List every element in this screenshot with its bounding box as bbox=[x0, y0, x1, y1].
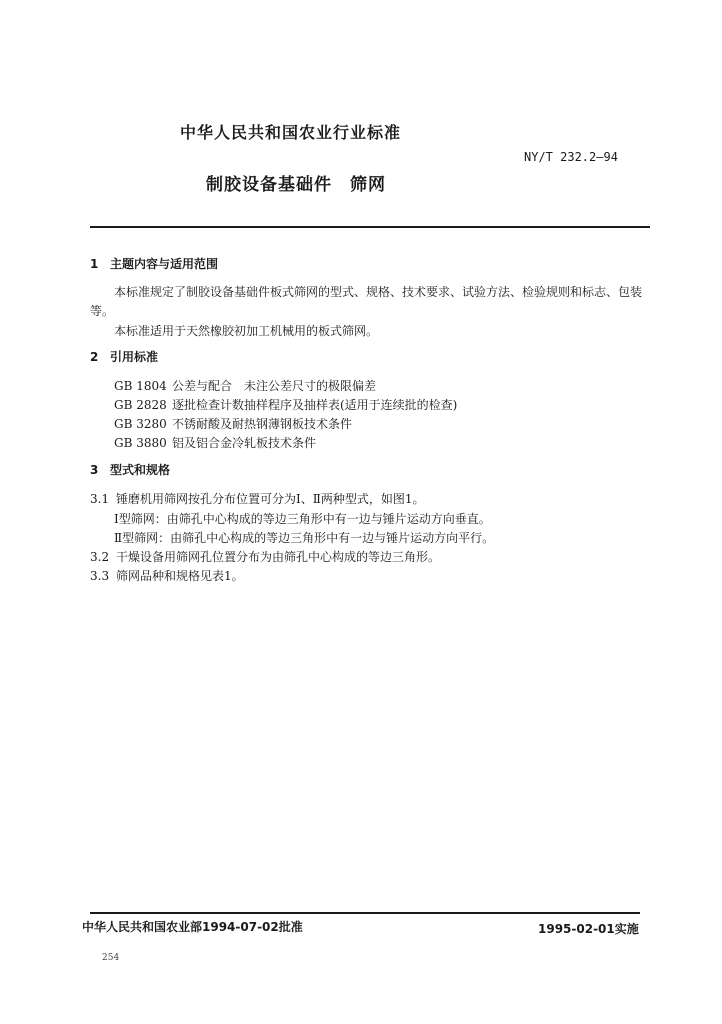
clause-text: 锤磨机用筛网按孔分布位置可分为Ⅰ、Ⅱ两种型式，如图1。 bbox=[116, 492, 425, 506]
section-title: 主题内容与适用范围 bbox=[110, 257, 219, 271]
section-1-para-1-cont: 等。 bbox=[90, 304, 115, 318]
reference-title: 铝及铝合金冷轧板技术条件 bbox=[172, 436, 317, 450]
section-3-heading bbox=[90, 461, 170, 478]
reference-item bbox=[114, 415, 352, 432]
section-2-heading bbox=[90, 348, 158, 365]
section-number: 2 bbox=[90, 350, 99, 364]
page-number: 254 bbox=[102, 953, 120, 963]
clause-3-3 bbox=[90, 567, 244, 584]
section-number: 1 bbox=[90, 257, 99, 271]
section-title: 引用标准 bbox=[110, 350, 159, 364]
reference-code: GB 2828 bbox=[114, 398, 167, 412]
footer-rule bbox=[90, 912, 640, 914]
clause-number: 3.2 bbox=[90, 550, 110, 564]
implementation-date: 1995-02-01实施 bbox=[538, 922, 639, 936]
approval-line: 中华人民共和国农业部1994-07-02批准 bbox=[82, 920, 303, 934]
clause-3-2 bbox=[90, 548, 440, 565]
clause-3-1 bbox=[90, 490, 425, 507]
section-1-para-1: 本标准规定了制胶设备基础件板式筛网的型式、规格、技术要求、试验方法、检验规则和标志、包装 bbox=[114, 285, 643, 299]
standard-number: NY/T 232.2—94 bbox=[524, 150, 618, 164]
org-standard-title: 中华人民共和国农业行业标准 bbox=[180, 123, 402, 142]
section-1-heading bbox=[90, 255, 218, 272]
reference-item bbox=[114, 434, 316, 451]
clause-text: 干燥设备用筛网孔位置分布为由筛孔中心构成的等边三角形。 bbox=[116, 550, 441, 564]
section-title: 型式和规格 bbox=[110, 463, 171, 477]
section-number: 3 bbox=[90, 463, 99, 477]
reference-title: 不锈耐酸及耐热钢薄钢板技术条件 bbox=[172, 417, 353, 431]
reference-title: 公差与配合 未注公差尺寸的极限偏差 bbox=[172, 379, 377, 393]
clause-3-1-type-2: Ⅱ型筛网：由筛孔中心构成的等边三角形中有一边与锤片运动方向平行。 bbox=[114, 531, 495, 545]
clause-number: 3.1 bbox=[90, 492, 110, 506]
reference-title: 逐批检查计数抽样程序及抽样表(适用于连续批的检查) bbox=[172, 398, 458, 412]
reference-item bbox=[114, 396, 457, 413]
document-title: 制胶设备基础件 筛网 bbox=[206, 175, 386, 195]
section-1-para-2: 本标准适用于天然橡胶初加工机械用的板式筛网。 bbox=[114, 324, 379, 338]
reference-code: GB 1804 bbox=[114, 379, 167, 393]
header-rule bbox=[90, 226, 650, 228]
clause-number: 3.3 bbox=[90, 569, 110, 583]
clause-text: 筛网品种和规格见表1。 bbox=[116, 569, 244, 583]
clause-3-1-type-1: Ⅰ型筛网：由筛孔中心构成的等边三角形中有一边与锤片运动方向垂直。 bbox=[114, 512, 491, 526]
reference-item bbox=[114, 377, 376, 394]
reference-code: GB 3280 bbox=[114, 417, 167, 431]
reference-code: GB 3880 bbox=[114, 436, 167, 450]
